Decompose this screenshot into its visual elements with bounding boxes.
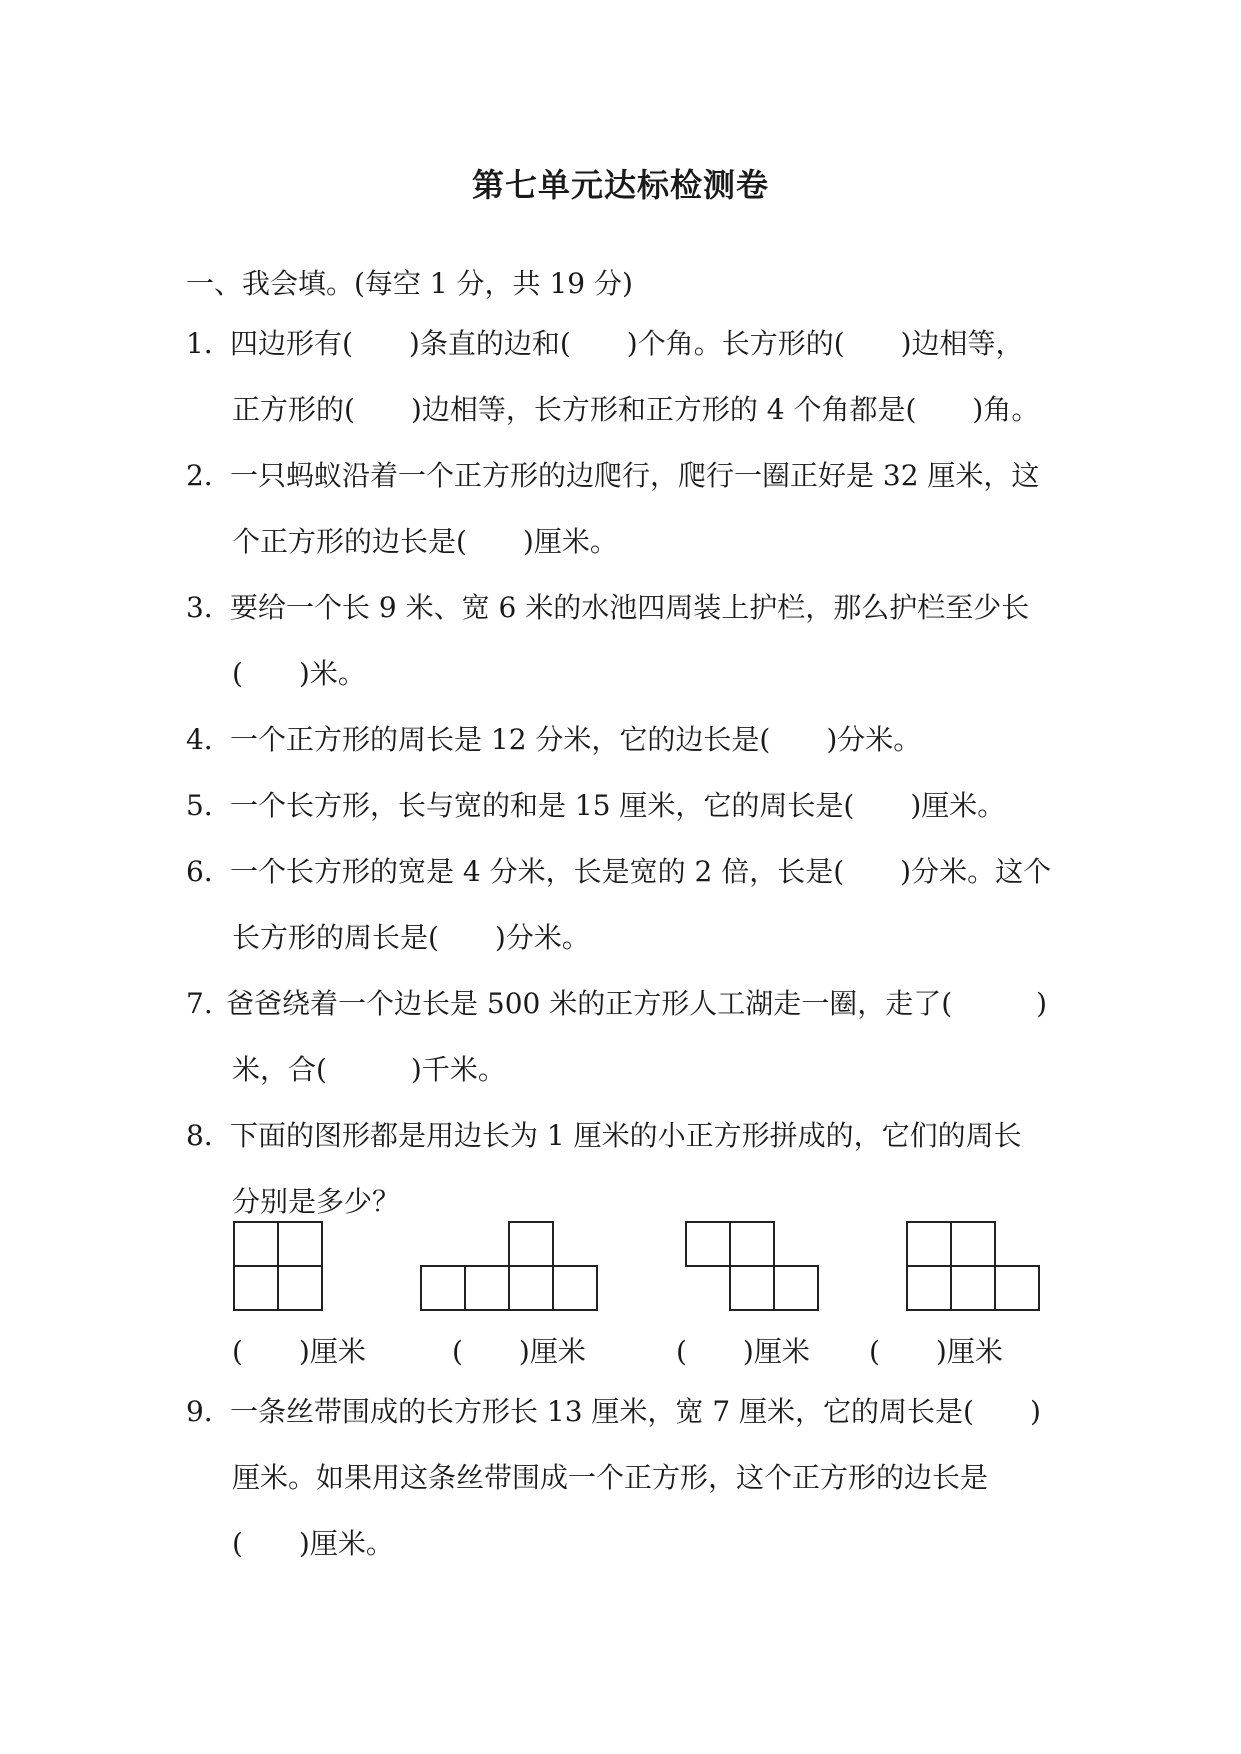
question-number: 1．: [186, 327, 232, 360]
question-text: 一个长方形，长与宽的和是 15 厘米，它的周长是( )厘米。: [230, 789, 1006, 822]
question-text: 四边形有( )条直的边和( )个角。长方形的( )边相等，: [230, 327, 1024, 360]
question-text: 一条丝带围成的长方形长 13 厘米，宽 7 厘米，它的周长是( ): [230, 1395, 1041, 1428]
question-text: 正方形的( )边相等，长方形和正方形的 4 个角都是( )角。: [232, 393, 1040, 426]
question-number: 3．: [186, 591, 232, 624]
q8-answer-4: ( )厘米: [869, 1335, 1003, 1368]
question-text: 下面的图形都是用边长为 1 厘米的小正方形拼成的，它们的周长: [230, 1119, 1022, 1152]
q8-answer-2: ( )厘米: [452, 1335, 586, 1368]
question-text: 一个长方形的宽是 4 分米，长是宽的 2 倍，长是( )分米。这个: [230, 855, 1052, 888]
question-text: 一只蚂蚁沿着一个正方形的边爬行，爬行一圈正好是 32 厘米，这: [230, 459, 1040, 492]
page-title: 第七单元达标检测卷: [471, 166, 769, 204]
question-number: 5．: [186, 789, 232, 822]
question-number: 7.: [186, 987, 213, 1020]
question-text: 一个正方形的周长是 12 分米，它的边长是( )分米。: [230, 723, 922, 756]
question-text: 个正方形的边长是( )厘米。: [232, 525, 618, 558]
q8-figures: [0, 1220, 1241, 1320]
question-number: 9．: [186, 1395, 232, 1428]
question-text: ( )米。: [232, 657, 366, 690]
question-text: 爸爸绕着一个边长是 500 米的正方形人工湖走一圈，走了( ): [226, 987, 1048, 1020]
figure-z-shape: [684, 1220, 820, 1312]
q8-answer-3: ( )厘米: [676, 1335, 810, 1368]
figure-t-shape: [419, 1220, 599, 1312]
question-text: 长方形的周长是( )分米。: [232, 921, 590, 954]
question-number: 6．: [186, 855, 232, 888]
question-number: 4．: [186, 723, 232, 756]
figure-square-2x2: [232, 1220, 324, 1312]
question-number: 8．: [186, 1119, 232, 1152]
question-text: 米，合( )千米。: [232, 1053, 506, 1086]
figure-step-shape: [905, 1220, 1041, 1312]
question-text: 厘米。如果用这条丝带围成一个正方形，这个正方形的边长是: [232, 1461, 989, 1494]
q8-answer-1: ( )厘米: [232, 1335, 366, 1368]
question-text: ( )厘米。: [232, 1527, 394, 1560]
section-heading: 一、我会填。(每空 1 分，共 19 分): [186, 267, 633, 300]
question-text: 要给一个长 9 米、宽 6 米的水池四周装上护栏，那么护栏至少长: [230, 591, 1030, 624]
question-text: 分别是多少？: [232, 1185, 401, 1218]
question-number: 2．: [186, 459, 232, 492]
